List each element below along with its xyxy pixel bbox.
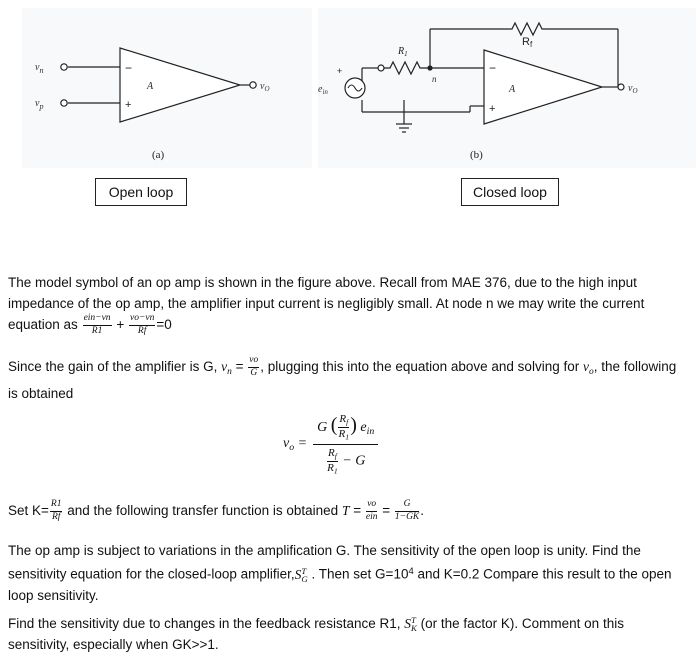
a-gain-label: A <box>147 81 154 92</box>
paragraph-gain: Since the gain of the amplifier is G, $v_n$ = $\frac{vo}{G}$ , plugging this into the equation above and solving for $v_o$, the following is obtained <box>8 355 677 401</box>
b-r1-label: $R_1$ <box>398 46 408 58</box>
vo-equation: $v_o$ = G ( $\frac{R_f}{R_1}$ ) $e_{in}$ $\frac{R_f}{R_1}$ − G <box>282 414 378 475</box>
b-caption: (b) <box>470 149 483 161</box>
b-gain-label: A <box>509 84 516 95</box>
paragraph-transfer-function: Set K= $\frac{R1}{Rf}$ and the following transfer function is obtained T = $\frac{vo}{\text{ein}}$ = $\frac{G}{1-GK}$ . <box>8 499 425 522</box>
fraction-vo-ein: $\frac{vo}{\text{ein}}$ <box>365 499 378 522</box>
a-plus-sign: + <box>125 99 132 111</box>
a-minus-sign: − <box>125 61 133 75</box>
closed-loop-label: Closed loop <box>461 178 559 206</box>
b-node-label: n <box>432 74 437 84</box>
a-input-pos-label: $v_p$ <box>35 98 44 111</box>
b-source-label: $e_{in}$ <box>318 84 328 96</box>
a-caption: (a) <box>152 149 165 161</box>
b-source-plus: + <box>337 66 343 76</box>
b-minus-sign: − <box>489 61 497 75</box>
a-output-label: $v_O$ <box>260 81 270 93</box>
fraction-vo-over-g: $\frac{vo}{G}$ <box>249 355 259 378</box>
fraction-ein-vn: $\frac{\text{ein−vn}}{R1}$ <box>83 313 111 336</box>
fraction-k: $\frac{R1}{Rf}$ <box>50 499 62 522</box>
fraction-g-1-gk: $\frac{G}{1-GK}$ <box>394 499 420 522</box>
fraction-vo-vn: $\frac{vo-vn}{Rf}$ <box>129 313 155 336</box>
paragraph-sensitivity-g: The op amp is subject to variations in the amplification G. The sensitivity of the open loop is unity. Find the sensitivity equation for the closed-loop amplifier,S T G . Then set $G=10^4$ and K=0.2 Compare this result to the open loop sensitivity. <box>8 543 672 603</box>
b-plus-sign: + <box>489 103 496 115</box>
b-output-label: $v_O$ <box>628 83 638 95</box>
circuit-figure <box>0 0 700 175</box>
open-loop-label: Open loop <box>95 178 187 206</box>
b-rf-label: Rf <box>522 36 533 49</box>
a-input-neg-label: $v_n$ <box>35 62 44 75</box>
paragraph-model-symbol: The model symbol of an op amp is shown in the figure above. Recall from MAE 376, due to the high input impedance of the op amp, the amplifier input current is negligibly small. At node n we may write the current equation as $\frac{\text{ein−vn}}{R1}$ + $\frac{vo-vn}{Rf}$ =0 <box>8 275 645 336</box>
paragraph-sensitivity-k: Find the sensitivity due to changes in the feedback resistance R1, S T K (or the factor K). Comment on this sensitivity, especially when GK>>1. <box>8 615 624 652</box>
